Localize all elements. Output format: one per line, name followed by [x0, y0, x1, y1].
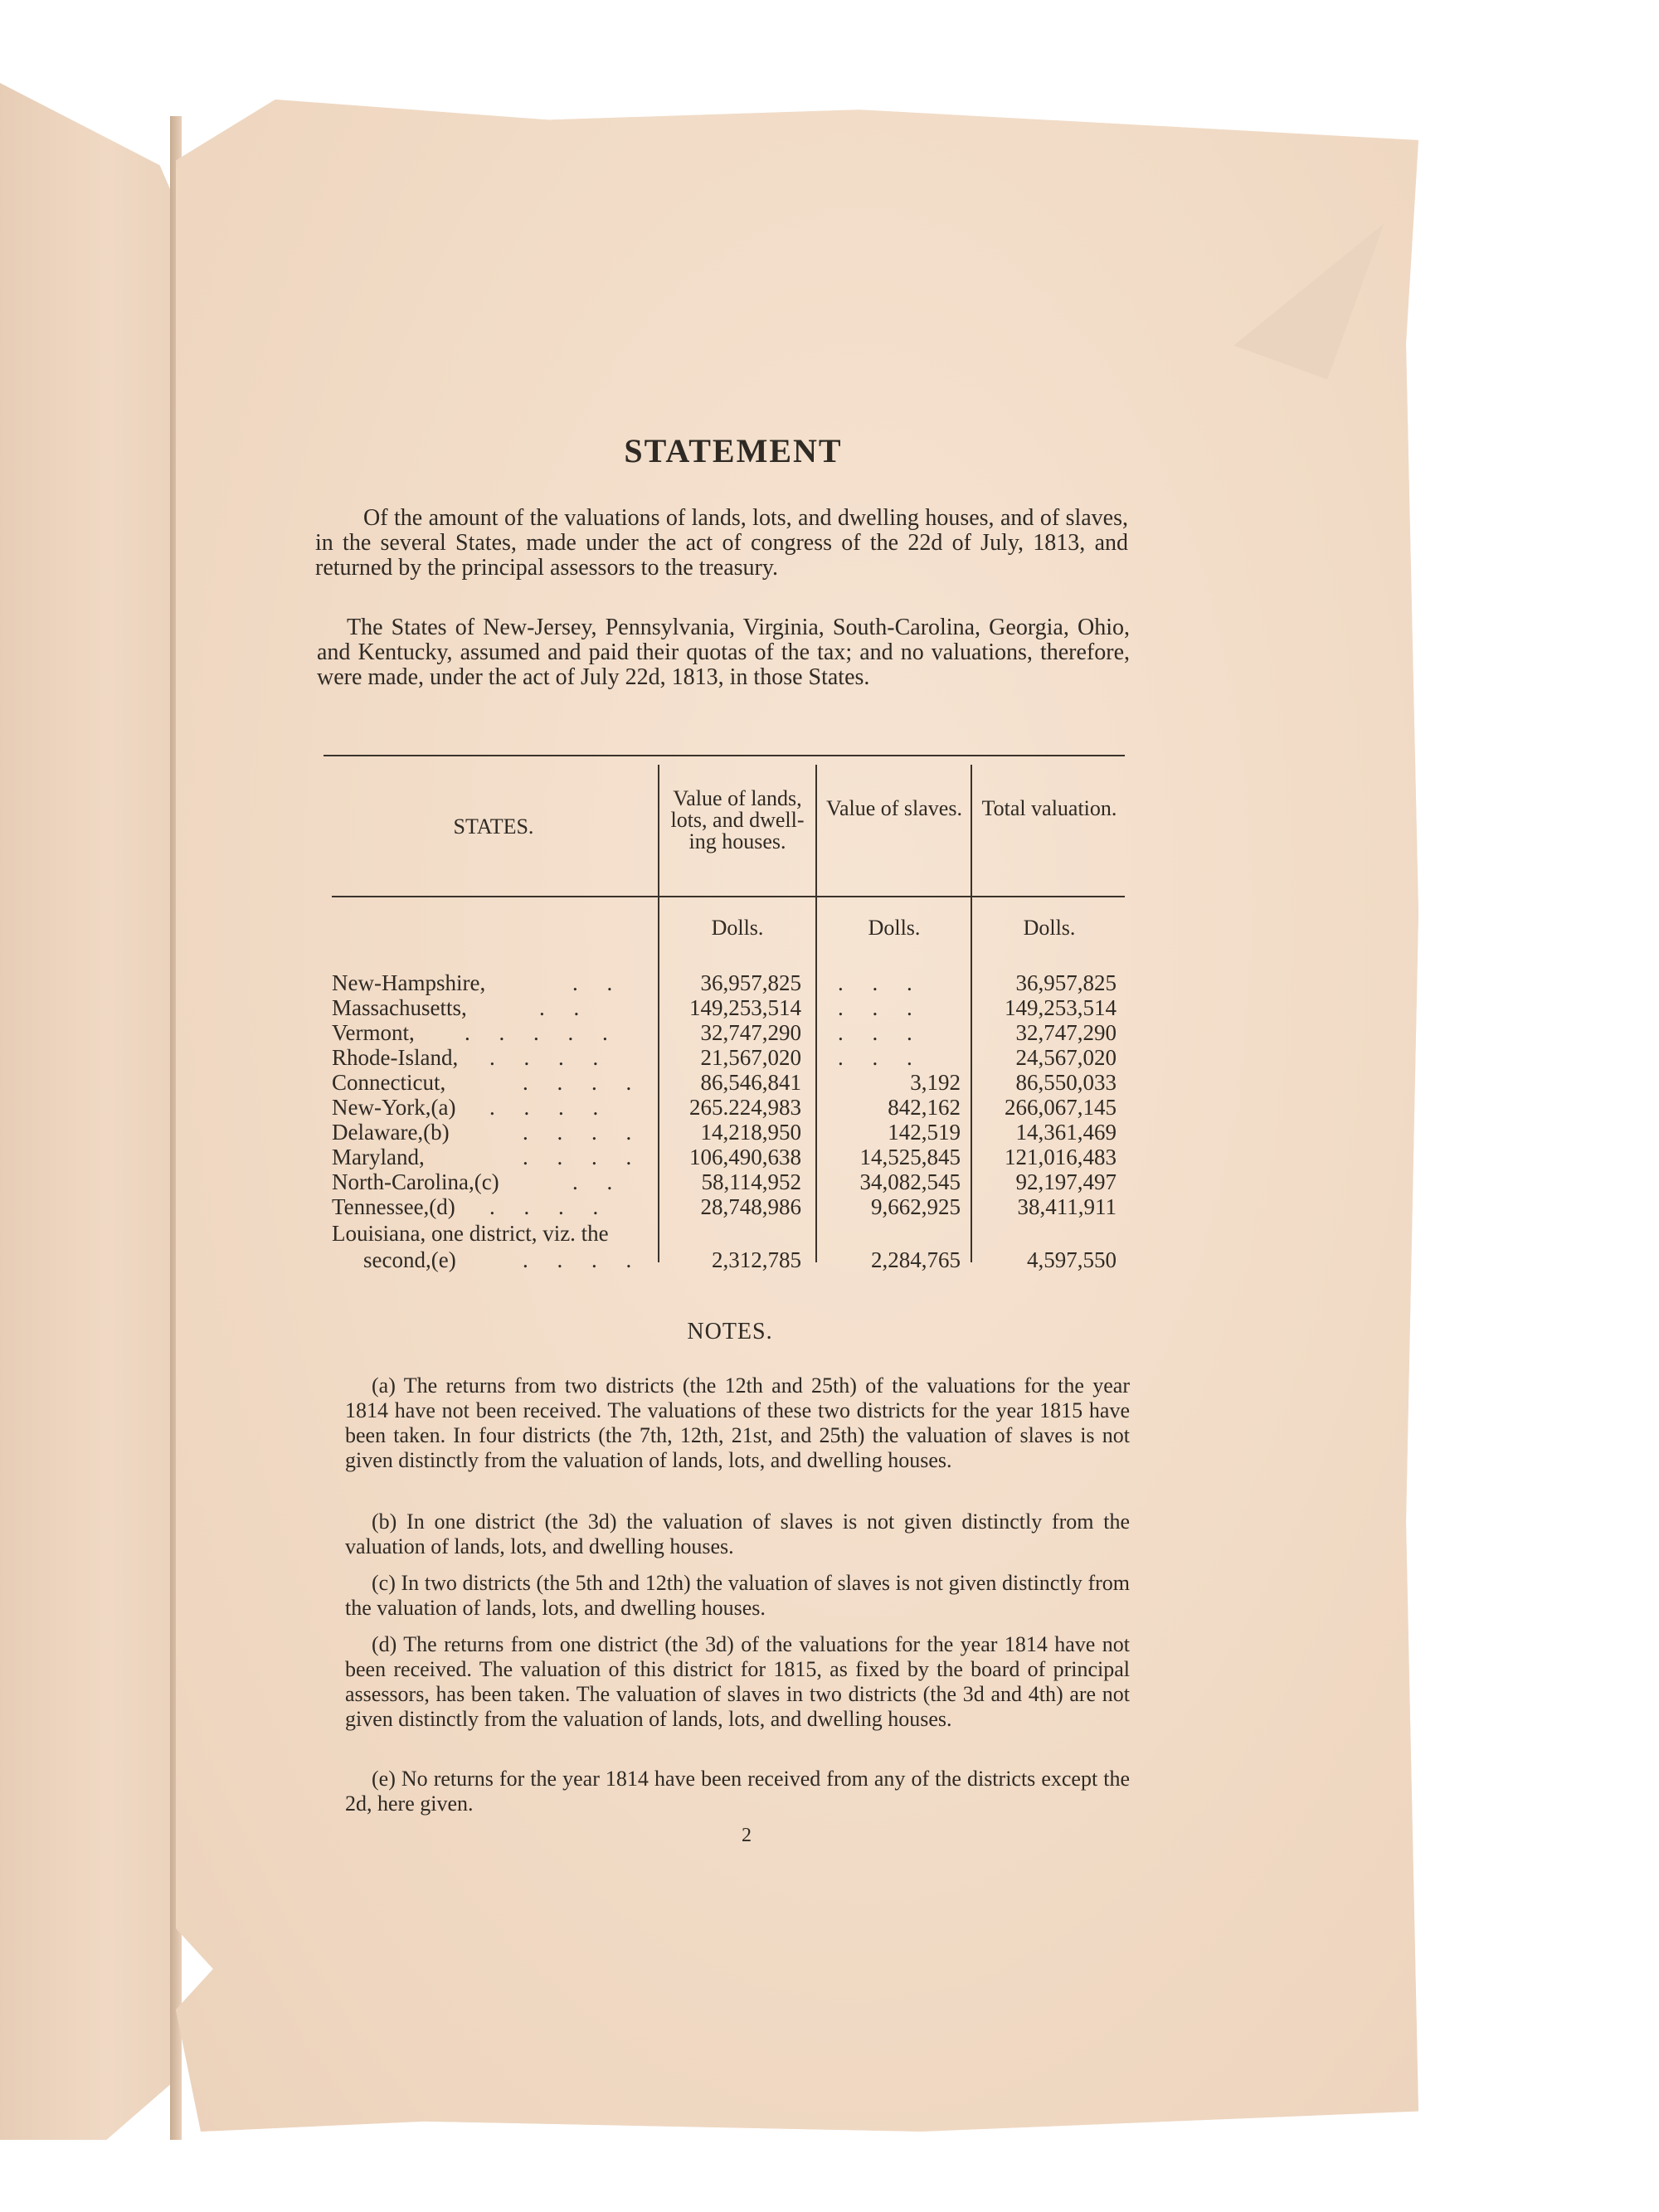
leader-dots: . . . .	[523, 1070, 644, 1095]
state-name: New-Hampshire,	[332, 970, 486, 995]
leader-dots: . . . . .	[465, 1020, 620, 1045]
leader-dots: . .	[539, 995, 591, 1020]
header-lands: Value of lands, lots, and dwell- ing houses.	[670, 786, 805, 853]
table-row	[332, 1194, 1128, 1219]
cell-lands: 149,253,514	[689, 995, 801, 1020]
cell-total: 38,411,911	[1017, 1194, 1117, 1219]
table-top-rule	[324, 755, 1125, 756]
state-name: Maryland,	[332, 1145, 425, 1169]
leader-dots: . . . .	[523, 1120, 644, 1145]
page-number: 2	[742, 1825, 752, 1846]
cell-total: 14,361,469	[1015, 1120, 1117, 1145]
table-row	[332, 1145, 1128, 1169]
left-page-fragment	[0, 83, 178, 2140]
state-name-continued: second,(e)	[363, 1247, 456, 1272]
page-title: STATEMENT	[624, 432, 843, 469]
cell-lands: 28,748,986	[700, 1194, 801, 1219]
cell-slaves: 9,662,925	[871, 1194, 961, 1219]
state-name: Tennessee,(d)	[332, 1194, 455, 1219]
header-slaves: Value of slaves.	[826, 796, 962, 820]
cell-lands: 36,957,825	[700, 970, 801, 995]
leader-dots: . . . .	[489, 1095, 611, 1120]
state-name: Louisiana, one district, viz. the	[332, 1221, 609, 1246]
state-name: Vermont,	[332, 1020, 415, 1045]
note-c: (c) In two districts (the 5th and 12th) the valuation of slaves is not given distinctly from the valuation of lands, lots, and dwelling houses.	[345, 1571, 1130, 1620]
cell-total: 121,016,483	[1005, 1145, 1117, 1169]
cell-lands: 14,218,950	[700, 1120, 801, 1145]
unit-total: Dolls.	[1023, 916, 1076, 940]
table-row	[332, 1070, 1128, 1095]
state-name: Massachusetts,	[332, 995, 467, 1020]
table-row	[332, 1020, 1128, 1045]
table-row	[332, 1120, 1128, 1145]
cell-slaves: 2,284,765	[871, 1247, 961, 1272]
cell-total: 266,067,145	[1005, 1095, 1117, 1120]
intro-paragraph: Of the amount of the valuations of lands, lots, and dwelling houses, and of slaves, in the several States, made under the act of congress of the 22d of July, 1813, and returned by the principal assessors to the treasury.	[315, 505, 1128, 581]
table-row	[332, 1221, 1128, 1274]
cell-lands: 265.224,983	[689, 1095, 801, 1120]
cell-total: 86,550,033	[1015, 1070, 1117, 1095]
empty-dots: . . .	[838, 970, 924, 995]
cell-total: 149,253,514	[1005, 995, 1117, 1020]
cell-slaves: 842,162	[888, 1095, 961, 1120]
note-d: (d) The returns from one district (the 3d) of the valuations for the year 1814 have not been received. The valuation of this district for 1815, as fixed by the board of principal assessors, has been taken. The valuation of slaves in two districts (the 3d and 4th) are not given distinctly from the valuation of lands, lots, and dwelling houses.	[345, 1632, 1130, 1731]
note-b: (b) In one district (the 3d) the valuation of slaves is not given distinctly from the valuation of lands, lots, and dwelling houses.	[345, 1510, 1130, 1558]
cell-total: 92,197,497	[1015, 1169, 1117, 1194]
state-name: North-Carolina,(c)	[332, 1169, 499, 1194]
table-row	[332, 995, 1128, 1020]
state-name: Delaware,(b)	[332, 1120, 450, 1145]
empty-dots: . . .	[838, 995, 924, 1020]
leader-dots: . . . .	[523, 1247, 644, 1272]
cell-slaves: 3,192	[910, 1070, 961, 1095]
table-row	[332, 1169, 1128, 1194]
unit-lands: Dolls.	[711, 916, 764, 940]
table-row	[332, 1045, 1128, 1070]
state-name: Rhode-Island,	[332, 1045, 459, 1070]
leader-dots: . . . .	[489, 1194, 611, 1219]
table-header-rule	[332, 896, 1125, 897]
cell-lands: 21,567,020	[700, 1045, 801, 1070]
cell-slaves: 34,082,545	[859, 1169, 961, 1194]
cell-slaves: 14,525,845	[859, 1145, 961, 1169]
cell-total: 32,747,290	[1015, 1020, 1117, 1045]
note-a: (a) The returns from two districts (the 12th and 25th) of the valuations for the year 1814 have not been received. The valuations of these two districts for the year 1815 have been taken. In four districts (the 7th, 12th, 21st, and 25th) the valuation of slaves is not given distinctly from the valuation of lands, lots, and dwelling houses.	[345, 1373, 1130, 1472]
header-states: STATES.	[453, 814, 534, 839]
state-name: New-York,(a)	[332, 1095, 456, 1120]
header-total: Total valuation.	[981, 796, 1117, 820]
cell-total: 24,567,020	[1015, 1045, 1117, 1070]
empty-dots: . . .	[838, 1045, 924, 1070]
leader-dots: . . . .	[523, 1145, 644, 1169]
state-name: Connecticut,	[332, 1070, 446, 1095]
cell-lands: 86,546,841	[700, 1070, 801, 1095]
leader-dots: . .	[572, 1169, 625, 1194]
unit-slaves: Dolls.	[868, 916, 921, 940]
cell-total: 36,957,825	[1015, 970, 1117, 995]
leader-dots: . . . .	[489, 1045, 611, 1070]
table-row	[332, 970, 1128, 995]
empty-dots: . . .	[838, 1020, 924, 1045]
cell-lands: 106,490,638	[689, 1145, 801, 1169]
note-e: (e) No returns for the year 1814 have been received from any of the districts except the 2d, here given.	[345, 1767, 1130, 1816]
cell-lands: 2,312,785	[712, 1247, 801, 1272]
table-row	[332, 1095, 1128, 1120]
cell-lands: 58,114,952	[701, 1169, 801, 1194]
states-note-paragraph: The States of New-Jersey, Pennsylvania, Virginia, South-Carolina, Georgia, Ohio, and Kentucky, assumed and paid their quotas of the tax; and no valuations, therefore, were made, under the act of July 22d, 1813, in those States.	[317, 615, 1130, 690]
leader-dots: . .	[572, 970, 625, 995]
notes-heading: NOTES.	[687, 1319, 773, 1344]
cell-slaves: 142,519	[888, 1120, 961, 1145]
cell-total: 4,597,550	[1027, 1247, 1117, 1272]
cell-lands: 32,747,290	[700, 1020, 801, 1045]
